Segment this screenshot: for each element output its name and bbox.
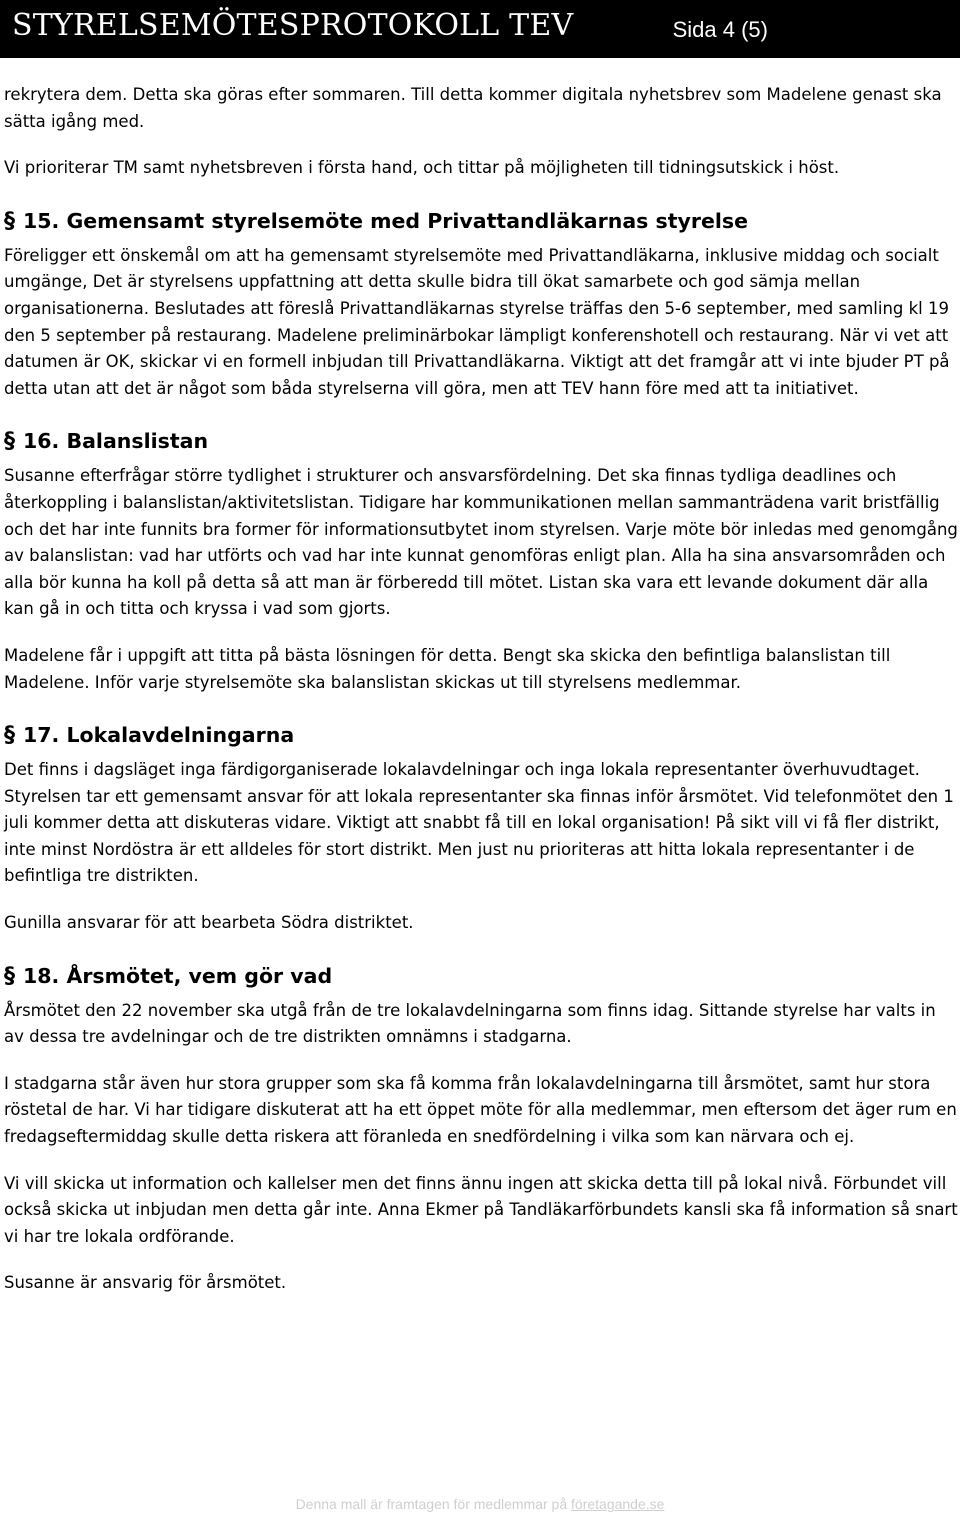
page-number: Sida 4 (5): [672, 17, 768, 42]
section-title: 18. Årsmötet, vem gör vad: [23, 963, 333, 988]
section-title: 16. Balanslistan: [23, 429, 209, 454]
document-title: STYRELSEMÖTESPROTOKOLL TEV: [12, 8, 574, 43]
footer-link[interactable]: företagande.se: [571, 1496, 665, 1512]
paragraph-symbol: §: [4, 963, 15, 989]
section-paragraph: Vi vill skicka ut information och kallelser men det finns ännu ingen att skicka detta till på lokal nivå. Förbundet vill också skicka ut inbjudan men detta går inte. Anna Ekmer på Tandläkarförbundets kansli ska få information så snart vi har tre lokala ordförande.: [4, 1173, 958, 1246]
section-paragraph: Susanne är ansvarig för årsmötet.: [4, 1273, 287, 1293]
section-15: [4, 206, 958, 403]
footer-text: Denna mall är framtagen för medlemmar på: [295, 1496, 572, 1512]
section-17: [4, 720, 958, 937]
intro-paragraph: Vi prioriterar TM samt nyhetsbreven i första hand, och tittar på möjligheten till tidningsutskick i höst.: [4, 158, 840, 178]
section-title: 17. Lokalavdelningarna: [23, 723, 295, 748]
section-paragraph: Gunilla ansvarar för att bearbeta Södra distriktet.: [4, 913, 414, 933]
section-18: [4, 961, 958, 1297]
section-paragraph: Årsmötet den 22 november ska utgå från de tre lokalavdelningarna som finns idag. Sittande styrelse har valts in av dessa tre avdelningar och de tre distrikten omnämns i stadgarna.: [4, 1000, 936, 1047]
paragraph-symbol: §: [4, 723, 15, 749]
paragraph-symbol: §: [4, 208, 15, 234]
intro-paragraph: rekrytera dem. Detta ska göras efter sommaren. Till detta kommer digitala nyhetsbrev som Madelene genast ska sätta igång med.: [4, 85, 942, 131]
section-paragraph: Madelene får i uppgift att titta på bästa lösningen för detta. Bengt ska skicka den befintliga balanslistan till Madelene. Inför varje styrelsemöte ska balanslistan skickas ut till styrelsens medlemmar.: [4, 645, 891, 692]
section-heading: [4, 206, 958, 237]
paragraph-symbol: §: [4, 429, 15, 455]
document-header: [0, 0, 960, 58]
section-paragraph: Det finns i dagsläget inga färdigorganiserade lokalavdelningar och inga lokala representanter överhuvudtaget. Styrelsen tar ett gemensamt ansvar för att lokala representanter ska finnas inför årsmötet. Vid telefonmötet den 1 juli kommer detta att diskuteras vidare. Viktigt att snabbt få till en lokal organisation! På sikt vill vi få fler distrikt, inte minst Nordöstra är ett alldeles för stort distrikt. Men just nu prioriteras att hitta lokala representanter i de befintliga tre distrikten.: [4, 760, 954, 886]
section-16: [4, 426, 958, 696]
section-heading: [4, 426, 958, 457]
section-paragraph: Föreligger ett önskemål om att ha gemensamt styrelsemöte med Privattandläkarna, inklusive middag och socialt umgänge, Det är styrelsens uppfattning att detta skulle bidra till ökat samarbete och god sämja mellan organisationerna. Beslutades att föreslå Privattandläkarnas styrelse träffas den 5-6 september, med samling kl 19 den 5 september på restaurang. Madelene preliminärbokar lämpligt konferenshotell och restaurang. När vi vet att datumen är OK, skickar vi en formell inbjudan till Privattandläkarna. Viktigt att det framgår att vi inte bjuder PT på detta utan att det är något som båda styrelserna vill göra, men att TEV hann före med att ta initiativet.: [4, 245, 950, 398]
section-paragraph: Susanne efterfrågar större tydlighet i strukturer och ansvarsfördelning. Det ska finnas tydliga deadlines och återkoppling i balanslistan/aktivitetslistan. Tidigare har kommunikationen mellan sammanträdena varit bristfällig och det har inte funnits bra former för informationsutbytet inom styrelsen. Varje möte bör inledas med genomgång av balanslistan: vad har utförts och vad har inte kunnat genomföras enligt plan. Alla ha sina ansvarsområden och alla bör kunna ha koll på detta så att man är förberedd till mötet. Listan ska vara ett levande dokument där alla kan gå in och titta och kryssa i vad som gjorts.: [4, 466, 958, 619]
document-body: [4, 82, 958, 1317]
document-footer: [0, 1496, 960, 1512]
section-paragraph: I stadgarna står även hur stora grupper som ska få komma från lokalavdelningarna till årsmötet, samt hur stora röstetal de har. Vi har tidigare diskuterat att ha ett öppet möte för alla medlemmar, men eftersom det äger rum en fredagseftermiddag skulle detta riskera att föranleda en snedfördelning i vilka som kan närvara och ej.: [4, 1073, 957, 1147]
section-title: 15. Gemensamt styrelsemöte med Privattandläkarnas styrelse: [23, 208, 749, 233]
section-heading: [4, 720, 958, 751]
section-heading: [4, 961, 958, 992]
